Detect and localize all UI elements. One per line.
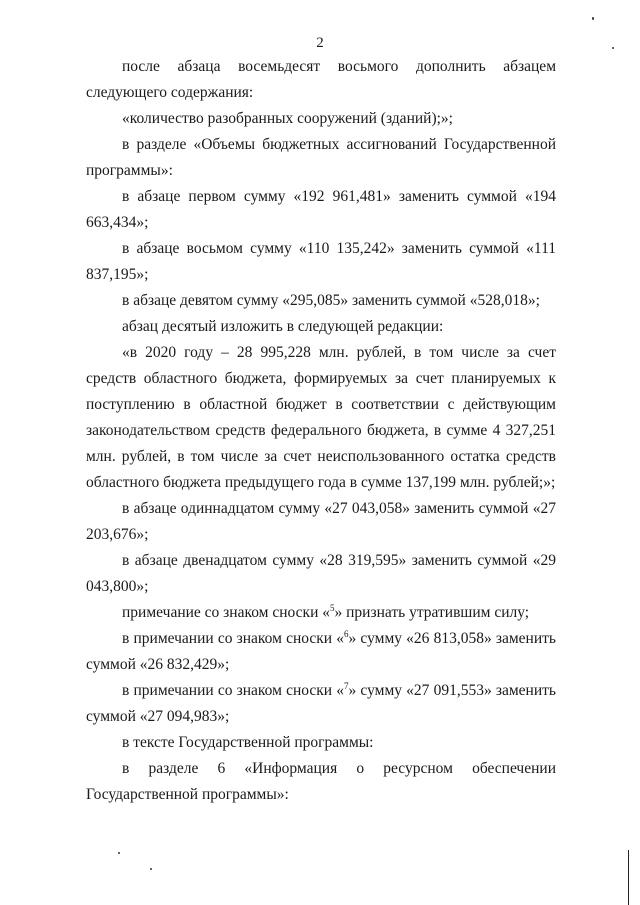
scan-speck [592,17,594,20]
footnote-text-before: в примечании со знаком сноски « [122,630,345,647]
footnote-text-before: в примечании со знаком сноски « [122,682,345,699]
footnote-paragraph [86,626,556,678]
scan-speck [612,47,614,49]
paragraph: в абзаце двенадцатом сумму «28 319,595» заменить суммой «29 043,800»; [86,552,556,595]
footnote-mark: 5 [330,603,335,613]
paragraph: в тексте Государственной программы: [122,734,374,751]
footnote-paragraph [86,600,556,626]
footnote-mark: 6 [344,629,349,639]
paragraph: в разделе 6 «Информация о ресурсном обеспечении Государственной программы»: [86,760,556,803]
page-number: 2 [316,35,324,51]
footnote-text-after: » сумму «27 091,553» заменить суммой «27 094,983»; [86,682,556,725]
paragraph: в разделе «Объемы бюджетных ассигнований Государственной программы»: [86,136,556,179]
scan-speck [150,868,152,870]
footnote-mark: 7 [344,681,349,691]
paragraph: в абзаце восьмом сумму «110 135,242» заменить суммой «111 837,195»; [86,240,556,283]
footnote-text-after: » признать утратившим силу; [334,604,530,621]
paragraph: в абзаце одиннадцатом сумму «27 043,058» заменить суммой «27 203,676»; [86,500,556,543]
paragraph: абзац десятый изложить в следующей редакции: [122,318,444,335]
footnote-paragraph [86,678,556,730]
footnote-text-after: » сумму «26 813,058» заменить суммой «26 832,429»; [86,630,556,673]
paragraph: «в 2020 году – 28 995,228 млн. рублей, в том числе за счет средств областного бюджета, формируемых за счет планируемых к поступлению в областной бюджет в соответствии с действующим законодательством средств федерального бюджета, в сумме 4 327,251 млн. рублей, в том числе за счет неиспользованного остатка средств областного бюджета предыдущего года в сумме 137,199 млн. рублей;»; [86,344,556,491]
paragraph: «количество разобранных сооружений (зданий);»; [122,110,453,127]
scan-speck [118,852,120,854]
footnote-text-before: примечание со знаком сноски « [122,604,330,621]
paragraph: в абзаце девятом сумму «295,085» заменить суммой «528,018»; [122,292,540,309]
scan-edge-line [628,850,629,905]
document-body [86,54,556,808]
paragraph: после абзаца восемьдесят восьмого дополнить абзацем следующего содержания: [86,58,556,101]
paragraph: в абзаце первом сумму «192 961,481» заменить суммой «194 663,434»; [86,188,556,231]
